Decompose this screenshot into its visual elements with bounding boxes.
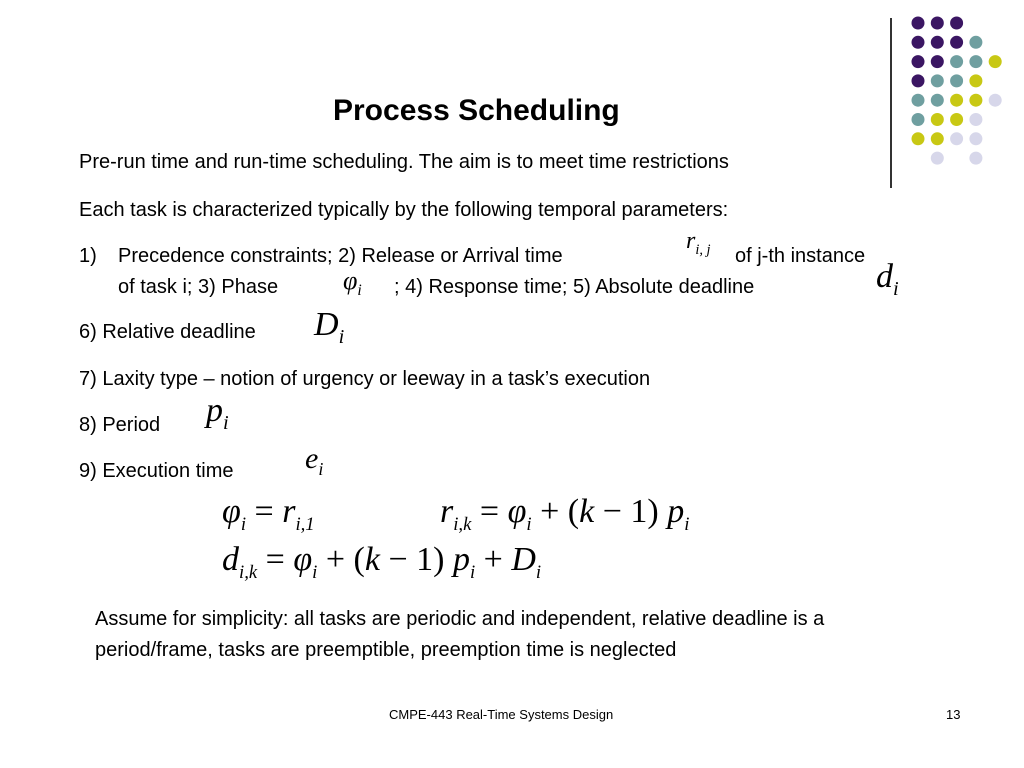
slide-title: Process Scheduling [333,94,620,127]
footer-course: CMPE-443 Real-Time Systems Design [389,707,614,722]
assumption-note: Assume for simplicity: all tasks are periodic and independent, relative deadline is a period/frame, tasks are preemptible, preemption time is neglected [95,608,825,661]
decorative-dot [950,113,963,126]
decorative-dot [912,55,925,68]
decorative-dot [969,74,982,87]
parameters-line: Each task is characterized typically by the following temporal parameters: [79,199,729,221]
decorative-dot [912,17,925,30]
decorative-dot [969,113,982,126]
relative-deadline-symbol: $D_i$ [314,306,345,348]
decorative-dot [969,152,982,165]
item7-text: 7) Laxity type – notion of urgency or leeway in a task’s execution [79,368,651,390]
decorative-dot [950,132,963,145]
decorative-dot [912,94,925,107]
page-number: 13 [946,707,961,722]
decorative-dot [912,132,925,145]
decorative-dot [989,55,1002,68]
decorative-dot [950,36,963,49]
decorative-dot [989,94,1002,107]
item8-text: 8) Period [79,414,161,436]
list-number: 1) [79,245,97,267]
absolute-deadline-symbol: $d_i$ [876,258,899,300]
item1-text-b: of j-th instance [735,245,866,267]
release-time-symbol: $r_{i, j}$ [686,228,711,258]
decorative-dot [931,113,944,126]
intro-line: Pre-run time and run-time scheduling. The aim is to meet time restrictions [79,151,729,173]
decorative-dot [931,94,944,107]
equation-phase: $\varphi_i = r_{i,1}$ [222,493,315,535]
decorative-dot [931,74,944,87]
decorative-dot [969,94,982,107]
decorative-dot [969,55,982,68]
decorative-dot [931,17,944,30]
period-symbol: $p_i$ [206,392,229,434]
execution-time-symbol: $e_i$ [305,442,324,479]
decorative-dot [950,94,963,107]
item6-text: 6) Relative deadline [79,321,256,343]
decorative-dot [931,55,944,68]
decorative-dot [931,152,944,165]
decorative-dot [912,113,925,126]
decorative-dot [969,36,982,49]
decorative-dot [969,132,982,145]
equation-release: $r_{i,k} = \varphi_i + (k - 1)$ $p_i$ [440,493,690,535]
item1-text-d: ; 4) Response time; 5) Absolute deadline [394,276,755,298]
decorative-dot [950,74,963,87]
decorative-dot [912,74,925,87]
decorative-dot [912,36,925,49]
decorative-dot [931,132,944,145]
decorative-divider [890,18,892,188]
item1-text-c: of task i; 3) Phase [118,276,279,298]
decorative-dot [950,55,963,68]
phase-symbol: $\varphi_i$ [343,266,362,300]
item1-text: Precedence constraints; 2) Release or Arrival time [118,245,563,267]
decorative-dot [931,36,944,49]
decorative-dot [950,17,963,30]
equation-deadline: $d_{i,k} = \varphi_i + (k - 1) p_i + D_i$ [222,541,542,583]
item9-text: 9) Execution time [79,460,234,482]
